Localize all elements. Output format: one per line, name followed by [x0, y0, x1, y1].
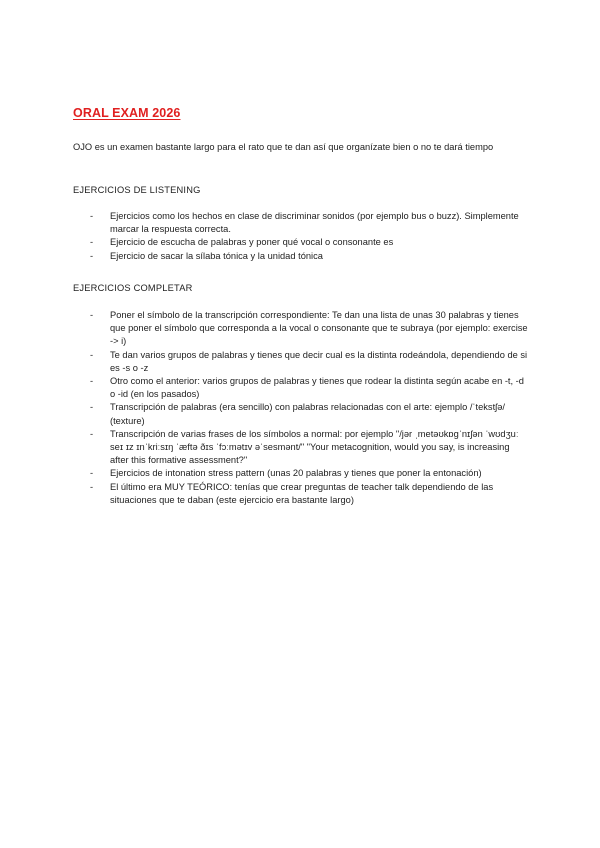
list-item-text: Otro como el anterior: varios grupos de palabras y tienes que rodear la distinta según acabe en -t, -d o -id (en los pasados): [110, 376, 524, 400]
section-heading-listening: EJERCICIOS DE LISTENING: [73, 185, 201, 195]
bullet-dash-icon: -: [90, 428, 94, 439]
list-item-text: Ejercicios de intonation stress pattern (unas 20 palabras y tienes que poner la entonación): [110, 468, 482, 479]
list-item: [90, 349, 530, 375]
section-heading-completar: EJERCICIOS COMPLETAR: [73, 283, 193, 293]
list-item: [90, 250, 530, 263]
list-item-text: Transcripción de varias frases de los símbolos a normal: por ejemplo "/jər ˌmetəʊkɒɡˈnɪʃən ˈwʊdʒuː seɪ ɪz ɪnˈkriːsɪŋ ˈæftə ðɪs ˈfɔːmətɪv əˈsesmənt/" "Your metacognition, would you say, is increasing after this formative assessment?": [110, 428, 519, 466]
document-title: ORAL EXAM 2026: [73, 106, 181, 120]
bullet-dash-icon: -: [90, 349, 94, 360]
bullet-dash-icon: -: [90, 237, 94, 248]
list-item: [90, 467, 530, 480]
bullet-dash-icon: -: [90, 211, 94, 221]
list-item-text: Te dan varios grupos de palabras y tienes que decir cual es la distinta rodeándola, dependiendo de si es -s o -z: [110, 349, 528, 373]
list-item-text: Transcripción de palabras (era sencillo) con palabras relacionadas con el arte: ejemplo /ˈtekstʃə/ (texture): [110, 402, 505, 426]
list-item-text: Ejercicios como los hechos en clase de discriminar sonidos (por ejemplo bus o buzz). Simplemente marcar la respuesta correcta.: [110, 211, 519, 235]
bullet-dash-icon: -: [90, 310, 94, 320]
list-item: [90, 428, 530, 468]
list-item: [90, 210, 530, 236]
list-item: [90, 309, 530, 349]
bullet-dash-icon: -: [90, 402, 94, 413]
list-item: [90, 375, 530, 401]
list-item: [90, 401, 530, 427]
completar-exercise-list: [90, 309, 530, 507]
bullet-dash-icon: -: [90, 468, 94, 479]
list-item-text: Ejercicio de escucha de palabras y poner qué vocal o consonante es: [110, 237, 394, 248]
list-item-text: Poner el símbolo de la transcripción correspondiente: Te dan una lista de unas 30 palabras y tienes que poner el símbolo que corresponda a la vocal o consonante que te subraya (por ejemplo: exercise -> i): [110, 310, 528, 347]
bullet-dash-icon: -: [90, 481, 94, 492]
list-item: [90, 236, 530, 249]
intro-paragraph: OJO es un examen bastante largo para el rato que te dan así que organízate bien o no te dará tiempo: [73, 142, 494, 152]
bullet-dash-icon: -: [90, 250, 94, 261]
listening-exercise-list: [90, 210, 530, 263]
list-item-text: Ejercicio de sacar la sílaba tónica y la unidad tónica: [110, 250, 323, 261]
list-item-text: El último era MUY TEÓRICO: tenías que crear preguntas de teacher talk dependiendo de las situaciones que te daban (este ejercicio era bastante largo): [110, 481, 494, 505]
list-item: [90, 481, 530, 507]
bullet-dash-icon: -: [90, 376, 94, 387]
